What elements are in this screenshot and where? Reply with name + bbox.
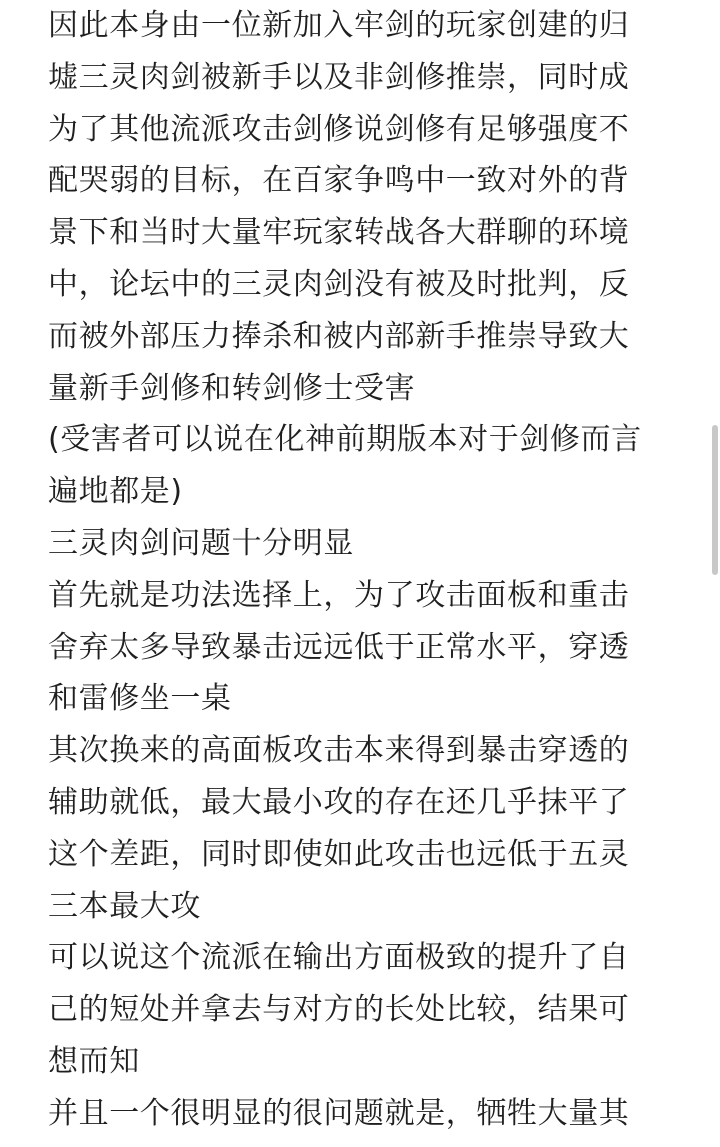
text-line: (受害者可以说在化神前期版本对于剑修而言 — [48, 422, 642, 458]
text-line: 配哭弱的目标，在百家争鸣中一致对外的背 — [48, 163, 630, 199]
text-line: 量新手剑修和转剑修士受害 — [48, 370, 416, 406]
text-line: 这个差距，同时即使如此攻击也远低于五灵 — [48, 836, 630, 872]
text-line: 可以说这个流派在输出方面极致的提升了自 — [48, 940, 630, 976]
text-line: 因此本身由一位新加入牢剑的玩家创建的归 — [48, 8, 630, 43]
article-body — [48, 0, 688, 1140]
text-line: 辅助就低，最大最小攻的存在还几乎抹平了 — [48, 784, 630, 820]
text-line: 而被外部压力捧杀和被内部新手推崇导致大 — [48, 318, 630, 354]
text-line: 并且一个很明显的很问题就是，牺牲大量其 — [48, 1095, 630, 1131]
text-line: 景下和当时大量牢玩家转战各大群聊的环境 — [48, 215, 630, 251]
text-line: 己的短处并拿去与对方的长处比较，结果可 — [48, 992, 630, 1028]
text-line: 和雷修坐一桌 — [48, 681, 232, 717]
text-line: 其次换来的高面板攻击本来得到暴击穿透的 — [48, 733, 630, 769]
text-line: 遍地都是) — [48, 474, 183, 510]
text-line: 舍弃太多导致暴击远远低于正常水平，穿透 — [48, 629, 630, 665]
text-line: 三本最大攻 — [48, 888, 201, 924]
text-line: 首先就是功法选择上，为了攻击面板和重击 — [48, 577, 630, 613]
text-line: 墟三灵肉剑被新手以及非剑修推崇，同时成 — [48, 59, 630, 95]
text-line: 为了其他流派攻击剑修说剑修有足够强度不 — [48, 111, 630, 147]
text-line: 中，论坛中的三灵肉剑没有被及时批判，反 — [48, 266, 630, 302]
text-line: 三灵肉剑问题十分明显 — [48, 525, 354, 561]
text-line: 想而知 — [48, 1043, 140, 1079]
scrollbar[interactable] — [712, 425, 718, 575]
